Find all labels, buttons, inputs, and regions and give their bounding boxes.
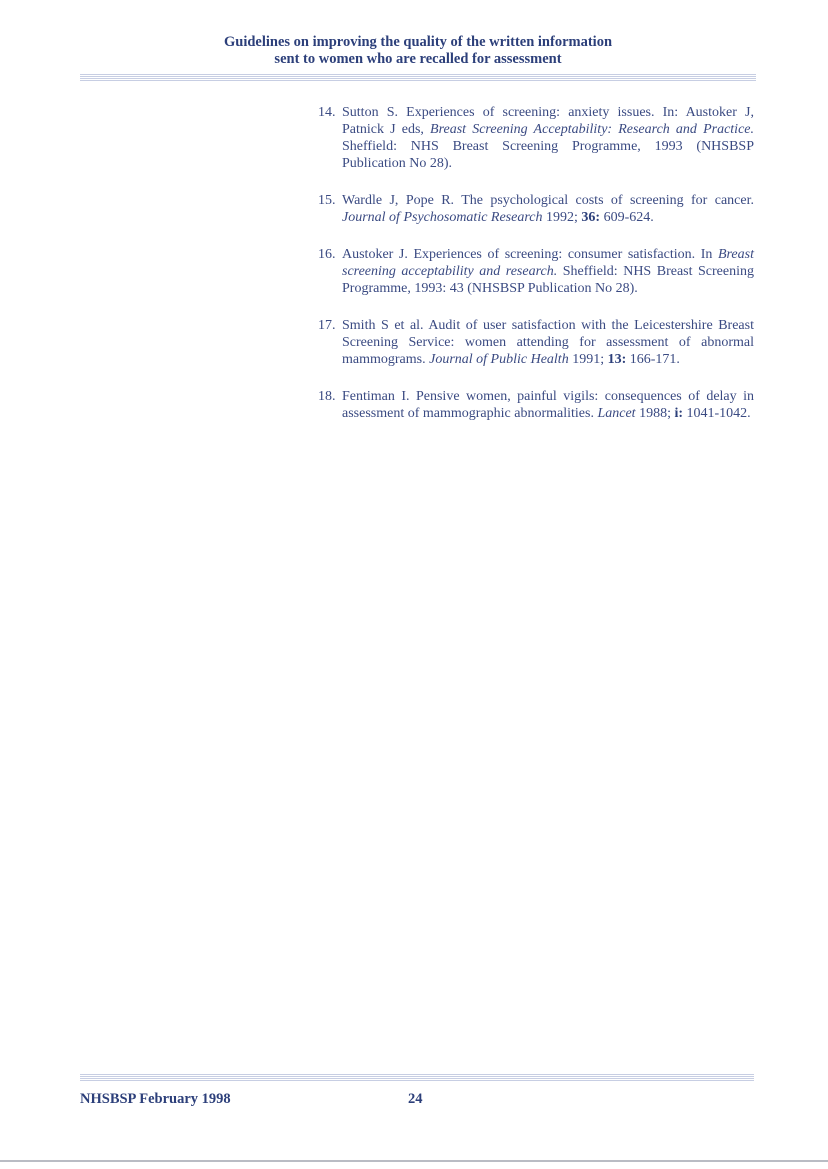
reference-item xyxy=(318,192,754,226)
reference-body: Smith S et al. Audit of user satisfaction with the Leicestershire Breast Screening Service: women attending for assessment of abnormal mammograms. xyxy=(342,318,754,367)
reference-item xyxy=(318,317,754,368)
reference-details: 1988; xyxy=(635,406,675,421)
footer-publication: NHSBSP February 1998 xyxy=(80,1091,231,1107)
reference-source: Lancet xyxy=(597,406,636,421)
reference-details: Sheffield: NHS Breast Screening Programme, 1993: 43 (NHSBSP Publication No 28). xyxy=(342,264,754,296)
reference-text xyxy=(342,192,754,226)
reference-source: Journal of Psychosomatic Research xyxy=(342,210,543,225)
reference-list xyxy=(318,104,754,442)
page-number: 24 xyxy=(408,1091,423,1107)
reference-item xyxy=(318,246,754,297)
reference-body: Wardle J, Pope R. The psychological costs of screening for cancer. xyxy=(342,193,754,208)
reference-source: Journal of Public Health xyxy=(429,352,569,367)
reference-number: 18. xyxy=(318,389,336,404)
reference-body: Fentiman I. Pensive women, painful vigils: consequences of delay in assessment of mammographic abnormalities. xyxy=(342,389,754,421)
scan-edge-line xyxy=(0,1160,828,1162)
reference-details: 1991; xyxy=(568,352,608,367)
reference-pages: 166-171. xyxy=(626,352,680,367)
reference-volume: i: xyxy=(674,406,684,421)
reference-item xyxy=(318,104,754,172)
reference-details: 1992; xyxy=(542,210,582,225)
header-rule xyxy=(80,74,756,81)
reference-source: Breast Screening Acceptability: Research and Practice. xyxy=(430,122,754,137)
reference-details: Sheffield: NHS Breast Screening Programme, 1993 (NHSBSP Publication No 28). xyxy=(342,139,754,171)
reference-volume: 13: xyxy=(607,352,627,367)
reference-number: 16. xyxy=(318,247,336,262)
reference-text xyxy=(342,246,754,297)
page-header xyxy=(80,34,756,68)
reference-text xyxy=(342,104,754,172)
reference-number: 15. xyxy=(318,193,336,208)
header-line-2: sent to women who are recalled for assessment xyxy=(274,51,562,67)
reference-pages: 609-624. xyxy=(600,210,654,225)
footer-rule xyxy=(80,1074,754,1081)
reference-source: Breast screening acceptability and research. xyxy=(342,247,754,279)
reference-text xyxy=(342,388,754,422)
reference-number: 14. xyxy=(318,105,336,120)
reference-item xyxy=(318,388,754,422)
reference-text xyxy=(342,317,754,368)
reference-body: Sutton S. Experiences of screening: anxiety issues. In: Austoker J, Patnick J eds, xyxy=(342,105,754,137)
reference-number: 17. xyxy=(318,318,336,333)
reference-volume: 36: xyxy=(581,210,601,225)
reference-pages: 1041-1042. xyxy=(683,406,751,421)
reference-body: Austoker J. Experiences of screening: consumer satisfaction. In xyxy=(342,247,718,262)
header-line-1: Guidelines on improving the quality of the written information xyxy=(223,34,613,50)
